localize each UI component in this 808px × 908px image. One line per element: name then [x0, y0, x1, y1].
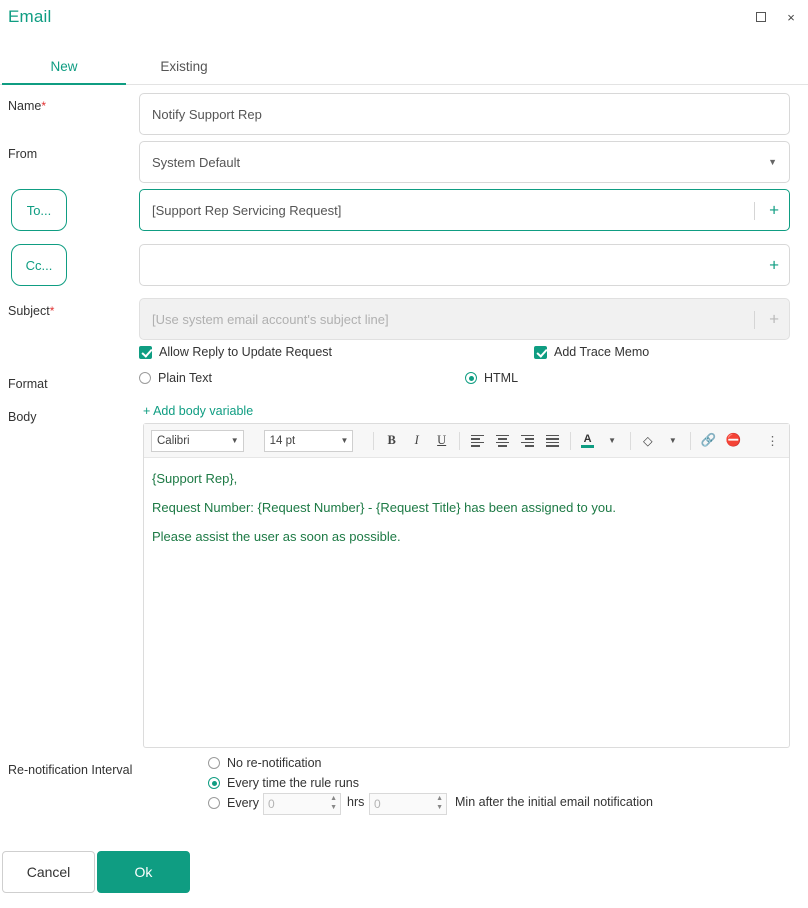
link-icon[interactable]: 🔗 [700, 433, 717, 447]
hours-unit-label: hrs [347, 795, 365, 809]
subject-label: Subject* [8, 304, 55, 318]
minutes-stepper[interactable] [369, 793, 447, 815]
subject-add-icon[interactable]: + [769, 309, 779, 329]
chevron-down-icon[interactable]: ▼ [668, 436, 677, 445]
name-input[interactable]: Notify Support Rep [139, 93, 790, 135]
format-plain-text-label: Plain Text [158, 371, 212, 385]
highlight-icon[interactable]: ◇ [642, 434, 653, 448]
font-family-value: Calibri [157, 434, 190, 447]
body-text-area[interactable] [144, 458, 789, 747]
align-left-icon[interactable] [468, 430, 487, 452]
more-options-icon[interactable]: ⋮ [766, 434, 779, 448]
format-label: Format [8, 377, 48, 391]
font-family-select[interactable] [151, 430, 244, 452]
from-label: From [8, 147, 38, 161]
cc-input[interactable] [139, 244, 790, 286]
text-color-icon[interactable]: A [579, 430, 597, 452]
underline-icon[interactable]: U [437, 433, 447, 447]
hours-stepper-arrows[interactable]: ▲ ▼ [330, 795, 337, 811]
renotification-every-row[interactable] [208, 796, 259, 810]
subject-divider [754, 311, 755, 329]
renotification-every-run-label: Every time the rule runs [227, 776, 359, 790]
format-html-radio[interactable] [465, 372, 477, 384]
allow-reply-checkbox-row[interactable] [139, 345, 332, 359]
cancel-button[interactable]: Cancel [2, 851, 95, 893]
body-line: Please assist the user as soon as possible. [152, 529, 401, 545]
to-add-icon[interactable]: + [769, 200, 779, 220]
add-trace-memo-label: Add Trace Memo [554, 345, 650, 359]
to-divider [754, 202, 755, 220]
add-trace-memo-checkbox-row[interactable] [534, 345, 649, 359]
add-body-variable-link[interactable]: + Add body variable [143, 404, 254, 418]
toolbar-divider [630, 432, 631, 450]
italic-icon[interactable]: I [414, 433, 419, 447]
to-input[interactable] [139, 189, 790, 231]
restore-icon[interactable] [754, 10, 768, 24]
chevron-down-icon[interactable]: ▼ [608, 436, 617, 445]
align-center-icon[interactable] [493, 430, 512, 452]
body-editor[interactable] [143, 423, 790, 748]
tab-new[interactable]: New [2, 50, 126, 85]
minutes-value: 0 [374, 797, 381, 811]
toolbar-divider [459, 432, 460, 450]
renotification-every-run-row[interactable] [208, 776, 359, 790]
body-line: {Support Rep}, [152, 471, 238, 486]
allow-reply-label: Allow Reply to Update Request [159, 345, 333, 359]
allow-reply-checkbox[interactable] [139, 346, 152, 359]
minutes-suffix-label: Min after the initial email notification [455, 795, 654, 809]
renotification-every-label: Every [227, 796, 259, 810]
tab-bar [0, 50, 808, 85]
format-plain-text-radio[interactable] [139, 372, 151, 384]
renotification-none-row[interactable] [208, 756, 322, 770]
renotification-none-label: No re-notification [227, 756, 322, 770]
tab-existing[interactable]: Existing [160, 59, 208, 74]
from-select-value: System Default [152, 154, 241, 170]
font-size-select[interactable] [264, 430, 354, 452]
window-controls [754, 10, 798, 24]
align-justify-icon[interactable] [543, 430, 562, 452]
body-label: Body [8, 410, 37, 424]
toolbar-divider [373, 432, 374, 450]
unlink-icon[interactable]: ⛔ [725, 433, 742, 447]
font-size-value: 14 pt [269, 434, 296, 447]
renotification-every-radio[interactable] [208, 797, 220, 809]
renotification-label: Re-notification Interval [8, 763, 133, 777]
close-icon[interactable]: × [787, 9, 795, 25]
page-title: Email [8, 7, 52, 26]
editor-toolbar [144, 424, 789, 458]
from-select[interactable] [139, 141, 790, 183]
renotification-every-run-radio[interactable] [208, 777, 220, 789]
ok-button[interactable]: Ok [97, 851, 190, 893]
format-html-label: HTML [484, 371, 519, 385]
hours-stepper[interactable] [263, 793, 341, 815]
cc-button[interactable]: Cc... [11, 244, 67, 286]
subject-input[interactable] [139, 298, 790, 340]
title-bar [0, 0, 808, 36]
renotification-none-radio[interactable] [208, 757, 220, 769]
hours-value: 0 [268, 797, 275, 811]
align-right-icon[interactable] [518, 430, 537, 452]
add-trace-memo-checkbox[interactable] [534, 346, 547, 359]
body-line: Request Number: {Request Number} - {Request Title} has been assigned to you. [152, 500, 616, 516]
toolbar-divider [570, 432, 571, 450]
to-button[interactable]: To... [11, 189, 67, 231]
chevron-down-icon: ▼ [230, 436, 239, 445]
name-required-mark: * [41, 99, 47, 113]
cc-add-icon[interactable]: + [769, 255, 779, 275]
format-plain-text-row[interactable] [139, 371, 212, 385]
minutes-stepper-arrows[interactable]: ▲ ▼ [436, 795, 443, 811]
format-html-row[interactable] [465, 371, 518, 385]
name-label: Name* [8, 99, 47, 113]
chevron-down-icon: ▼ [768, 157, 777, 167]
toolbar-divider [690, 432, 691, 450]
chevron-down-icon: ▼ [340, 436, 349, 445]
bold-icon[interactable]: B [387, 433, 396, 447]
subject-required-mark: * [49, 304, 55, 318]
to-input-value: [Support Rep Servicing Request] [152, 202, 342, 218]
subject-placeholder: [Use system email account's subject line] [152, 311, 389, 327]
